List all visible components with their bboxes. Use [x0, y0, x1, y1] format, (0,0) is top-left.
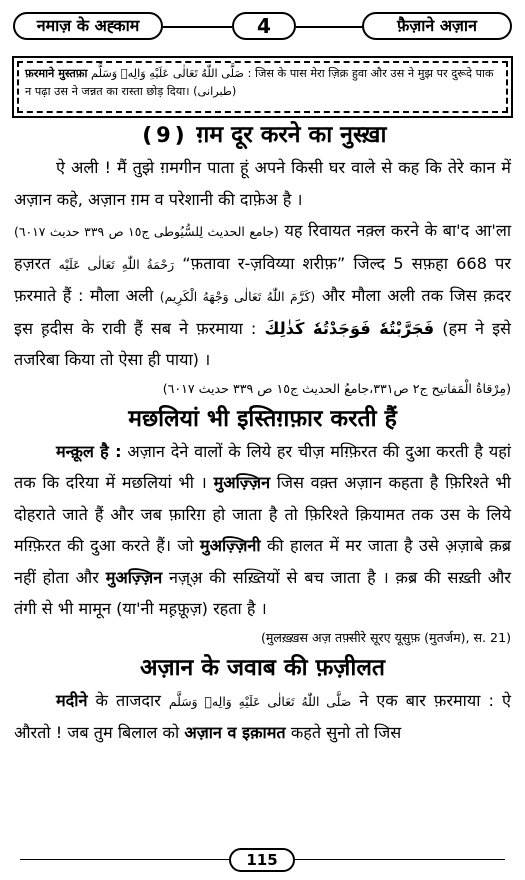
farmaan-reference: (طبرانی)	[193, 85, 237, 98]
section-number: ❪9❫	[138, 123, 189, 147]
farmaan-label: फ़रमाने मुस्तफ़ा	[25, 67, 88, 80]
tafsir-source: (मुलख़्ख़स अज़ तफ़्सीरे सूरए यूसुफ़ (मुतर्जम), स. 21)	[260, 629, 511, 645]
bold-term: मुअज़्ज़िन	[213, 473, 271, 492]
experience-arabic: فَجَرَّبْتُهٗ فَوَجَدْتُهٗ كَذٰلِكَ	[264, 318, 435, 338]
section-heading-fish: मछलियां भी इस्तिग़फ़ार करती हैं	[128, 405, 397, 432]
section-title: ग़म दूर करने का नुस्ख़ा	[196, 122, 387, 148]
page-header	[7, 8, 518, 46]
honorific-ali-arabic: (كَرَّمَ اللّٰهُ تَعَالٰى وَجْهَهُ الْكَرِيم)	[159, 289, 316, 304]
fish-text-3: की हालत में मर जाता है उसे अ़ज़ाबे क़ब्र नहीं होता और	[14, 536, 511, 587]
reply-paragraph	[14, 685, 511, 749]
bold-term: मुअज़्ज़िन	[105, 567, 163, 587]
hadith-text: ऐ अली ! मैं तुझे ग़मगीन पाता हूं अपने किसी घर वाले से कह कि तेरे कान में अज़ान कहे, अज़ान ग़म व परेशानी की दाफ़ेअ है ।	[14, 158, 511, 209]
reply-text-3: कहते सुनो तो जिस	[290, 723, 402, 742]
honorific-arabic: رَحْمَةُ اللّٰهِ تَعَالٰى عَلَيْه	[58, 256, 175, 272]
bold-term: अज़ान व इक़ामत	[184, 723, 286, 742]
narration-text-d: (हम ने इसे तजरिबा किया तो ऐसा ही पाया) ।	[14, 318, 511, 369]
reply-text-2: ने एक बार फ़रमाया : ऐ औरतो ! जब तुम बिलाल को	[14, 690, 511, 742]
page-footer	[0, 846, 525, 874]
farmaan-text: : जिस के पास मेरा ज़िक्र हुवा और उस ने मुझ पर दुरूदे पाक न पढ़ा उस ने जन्नत का रास्ता छोड़ दिया।	[25, 67, 494, 98]
hadith-source-2: (مِرْقاةُ الْمَفاتيح ج٢ ص٣٣١،جامعُ الحديث ج١٥ ص ٣٣٩ حديث ٦٠١٧)	[162, 380, 511, 396]
section-heading-reply: अज़ान के जवाब की फ़ज़ीलत	[139, 654, 386, 681]
bold-term: मन्क़ूल है :	[56, 441, 122, 461]
narration-text-c: और मौला अली तक जिस क़दर इस ह़दीस के रावी हैं सब ने फ़रमाया :	[14, 286, 511, 338]
reply-text-1: के ताजदार	[95, 690, 161, 710]
salutation-arabic: صَلَّى اللّٰهُ تَعَالٰى عَلَيْهِ وَالِهٖ وَسَلَّم	[168, 693, 352, 709]
narration-paragraph	[14, 215, 511, 376]
header-rule-left	[163, 26, 232, 28]
farmaan-inner	[17, 61, 508, 113]
fish-text-2: जिस वक़्त अज़ान कहता है फ़िरिश्ते भी दोहराते जाते हैं और जब फ़ारिग़ हो जाता है तो फ़िरिश्ते क़ियामत तक उस के लिये मग़्फ़िरत की दुआ करते हैं। जो	[14, 473, 511, 555]
page-number: 115	[229, 848, 295, 872]
narration-text-b: “फ़तावा र-ज़विय्या शरीफ़” जिल्द 5 सफ़हा 668 पर फ़रमाते हैं : मौला अली	[14, 253, 511, 305]
header-rule-right	[296, 26, 366, 28]
fish-paragraph	[14, 436, 511, 625]
hadith-paragraph	[14, 152, 511, 215]
fish-text-4: नज़्अ़ की सख़्तियों से बच जाता है । क़ब्र की सख़्ती और तंगी से भी मामून (या'नी मह़फ़ूज़) रहता है ।	[14, 567, 511, 618]
chapter-title: फ़ैज़ाने अज़ान	[362, 12, 512, 40]
fish-text-1: अज़ान देने वालों के लिये हर चीज़ मग़्फ़िरत की दुआ करती है यहां तक कि दरिया में मछलियां भी ।	[14, 441, 511, 492]
farmaan-box	[12, 56, 513, 118]
bold-term: मदीने	[56, 690, 88, 710]
hadith-source: (جامع الحديث لِلسُّيُوطی ج١٥ ص ٣٣٩ حديث ٦٠١٧)	[14, 224, 279, 239]
farmaan-salutation: صَلَّى اللّٰهُ تَعَالٰى عَلَيْهِ وَالِهٖ وَسَلَّم	[91, 67, 245, 80]
bold-term: मुअज़्ज़िनी	[199, 536, 261, 555]
section-heading-cure	[14, 118, 511, 152]
narration-text-a: यह रिवायत नक़्ल करने के बा'द आ'ला हज़रत	[14, 221, 512, 273]
chapter-number: 4	[232, 12, 296, 40]
page-body	[14, 118, 511, 749]
book-title: नमाज़ के अह्काम	[13, 12, 163, 40]
